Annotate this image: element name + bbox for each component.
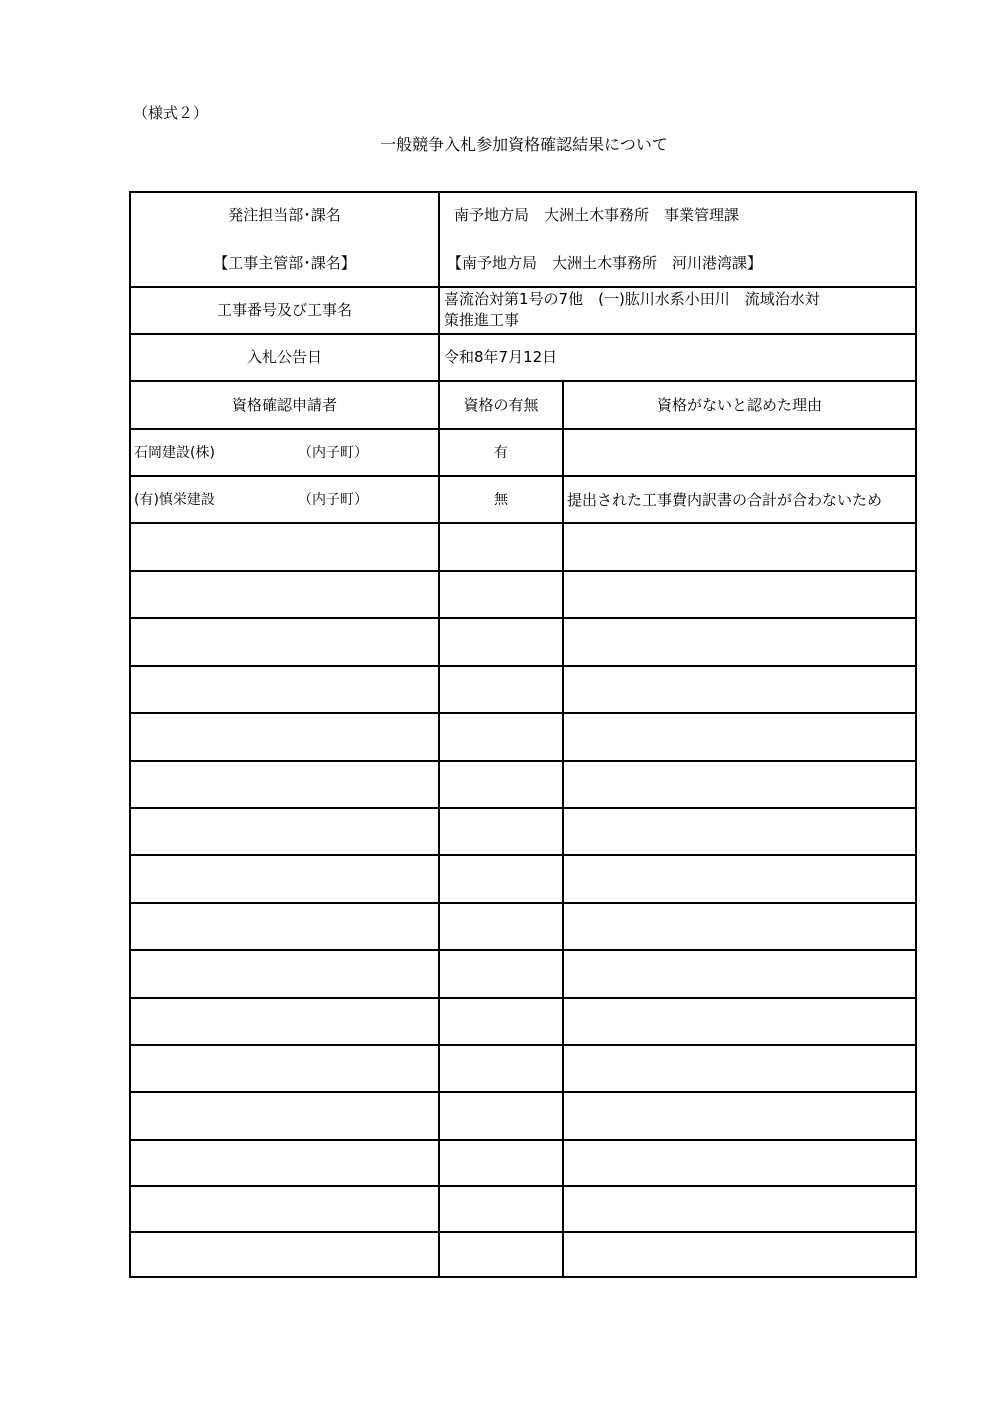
column-header-applicant: 資格確認申請者 [231, 396, 337, 414]
column-header-qualified: 資格の有無 [463, 396, 539, 414]
table-rule [131, 570, 915, 572]
table-rule [131, 1091, 915, 1093]
row-2-town: （内子町） [298, 492, 368, 508]
row-1-town: （内子町） [298, 445, 368, 461]
table-rule [131, 997, 915, 999]
managing-dept-label: 【工事主管部･課名】 [213, 254, 356, 272]
managing-dept-value: 【南予地方局 大洲土木事務所 河川港湾課】 [447, 254, 763, 272]
work-name-line-1: 喜流治対第1号の7他 (一)肱川水系小田川 流域治水対 [444, 290, 820, 308]
ordering-dept-value: 南予地方局 大洲土木事務所 事業管理課 [454, 206, 740, 224]
table-rule [131, 475, 915, 477]
form-number-label: （様式２） [133, 104, 209, 122]
table-rule [131, 617, 915, 619]
qualification-result-table [129, 191, 917, 1278]
row-2-qualified: 無 [494, 492, 508, 508]
table-rule [131, 522, 915, 524]
row-2-applicant: (有)慎栄建設 [134, 492, 215, 508]
table-rule [131, 712, 915, 714]
table-rule [131, 807, 915, 809]
table-rule [131, 380, 915, 382]
table-rule [131, 286, 915, 288]
row-1-applicant: 石岡建設(株) [134, 445, 215, 461]
table-rule [131, 1185, 915, 1187]
row-1-qualified: 有 [494, 445, 508, 461]
column-header-reason: 資格がないと認めた理由 [656, 396, 822, 414]
table-rule [131, 854, 915, 856]
table-column-rule [562, 381, 564, 1276]
work-name-line-2: 策推進工事 [444, 311, 520, 329]
table-rule [131, 760, 915, 762]
notice-date-label: 入札公告日 [246, 348, 322, 366]
work-name-label: 工事番号及び工事名 [216, 301, 352, 319]
table-rule [131, 949, 915, 951]
table-rule [131, 902, 915, 904]
table-rule [131, 1231, 915, 1233]
table-rule [131, 333, 915, 335]
notice-date-value: 令和8年7月12日 [444, 348, 558, 366]
table-rule [131, 1139, 915, 1141]
document-title: 一般競争入札参加資格確認結果について [380, 135, 668, 154]
table-column-rule [438, 193, 440, 1276]
table-rule [131, 665, 915, 667]
ordering-dept-label: 発注担当部･課名 [228, 206, 341, 224]
table-rule [131, 428, 915, 430]
table-rule [131, 1044, 915, 1046]
row-2-reason: 提出された工事費内訳書の合計が合わないため [567, 491, 883, 509]
